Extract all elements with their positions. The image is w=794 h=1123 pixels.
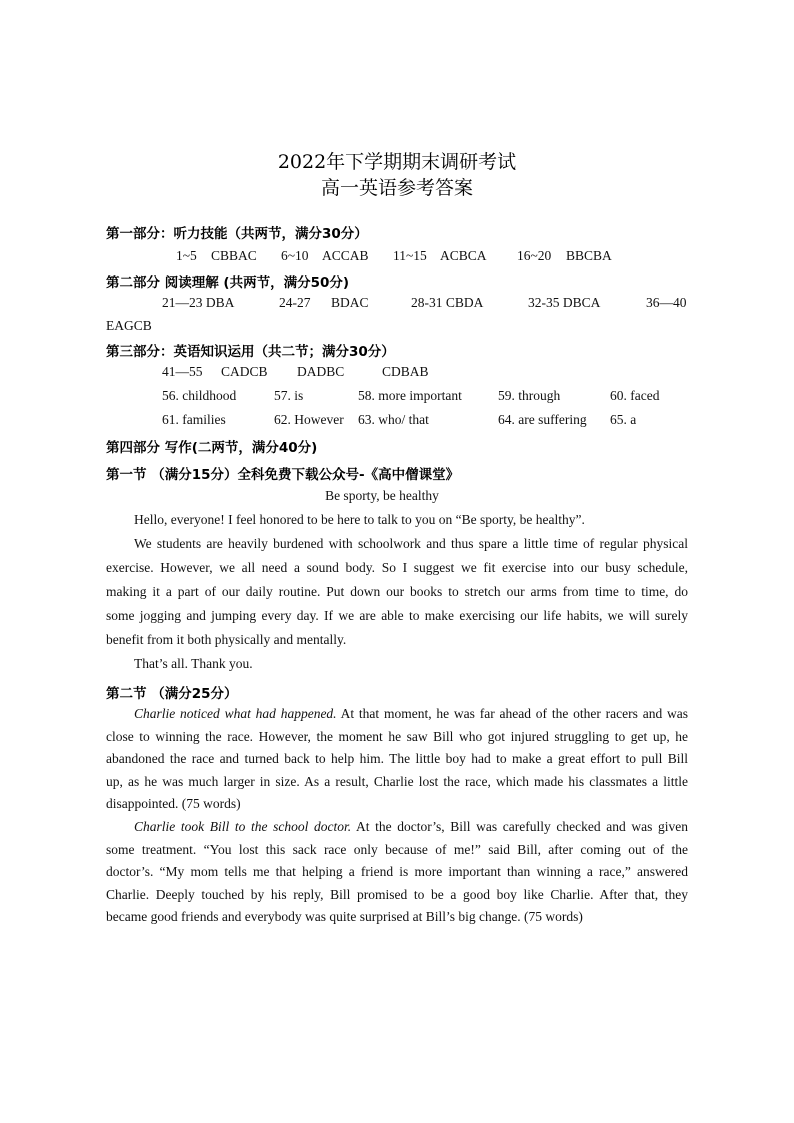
essay-line: Hello, everyone! I feel honored to be here to talk to you on “Be sporty, be healthy”. [134,512,585,527]
fill-answer: 56. childhood [162,388,237,403]
section1-heading: 第一节 （满分15分）全科免费下载公众号-《高中僧课堂》 [106,467,460,483]
part1-heading: 第一部分：听力技能（共两节，满分30分） [106,226,368,242]
story-line: up, as he was much larger in size. As a result, Charlie lost the race, which made his classmates a little [106,773,688,789]
story-paragraph [106,703,688,816]
essay-line: making it a part of our daily routine. Put down our books to stretch our arms from time to time, do [106,584,688,599]
essay-paragraph [106,652,688,676]
story-paragraph [106,816,688,929]
page-subtitle: 高一英语参考答案 [320,177,473,199]
fill-answer: 60. faced [610,388,660,403]
answer-range: 11~15 [393,248,427,263]
story-line: some treatment. “You lost this sack race only because of me!” said Bill, after coming out of the [106,841,688,857]
answer-value: BBCBA [566,248,612,263]
essay-paragraph [106,532,688,652]
story-line: Charlie. Deeply touched by his reply, Bill promised to be a good boy like Charlie. After that, they [106,886,688,902]
story-lead: Charlie noticed what had happened. [134,706,337,721]
section2-heading: 第二节 （满分25分） [106,686,238,702]
fill-answer: 63. who/ that [358,412,429,427]
part3-heading: 第三部分：英语知识运用（共二节；满分30分） [106,344,395,360]
fill-answer: 65. a [610,412,637,427]
essay-line: exercise. However, we all need a sound body. So I suggest we fit exercise into our busy schedule, [106,560,688,575]
essay-line: We students are heavily burdened with schoolwork and thus spare a little time of regular physical [134,536,688,551]
answer-value: CDBAB [382,364,429,379]
part4-heading: 第四部分 写作(二两节，满分40分) [106,440,318,456]
answer-range: 36—40 [646,295,687,310]
fill-answer: 61. families [162,412,226,427]
answer-value: CADCB [221,364,268,379]
part2-heading: 第二部分 阅读理解 (共两节，满分50分) [106,275,350,291]
answer-range: 1~5 [176,248,197,263]
story-line [106,816,688,839]
story-text: At that moment, he was far ahead of the other racers and was [336,706,688,721]
answer-range: 6~10 [281,248,309,263]
fill-answer: 59. through [498,388,561,403]
answer-item: 21—23 DBA [162,295,235,310]
answer-range: 16~20 [517,248,552,263]
story-text: At the doctor’s, Bill was carefully checked and was given [351,819,688,834]
fill-answer: 64. are suffering [498,412,587,427]
fill-answer: 57. is [274,388,304,403]
essay-line: benefit from it both physically and mentally. [106,632,347,647]
answer-value: EAGCB [106,318,152,333]
story-line: disappointed. (75 words) [106,796,241,811]
essay-line: That’s all. Thank you. [134,656,253,671]
answer-value: BDAC [331,295,369,310]
answer-value: ACBCA [440,248,487,263]
answer-item: 28-31 CBDA [411,295,484,310]
fill-answer: 62. However [274,412,344,427]
essay-paragraph [106,508,688,532]
essay-line: some jogging and jumping every day. If we are able to make exercising our life habits, we will surely [106,608,688,623]
answer-value: ACCAB [322,248,369,263]
answer-range: 24-27 [279,295,311,310]
story-line: doctor’s. “My mom tells me that helping a friend is more important than winning a race,” answered [106,864,688,879]
story-lead: Charlie took Bill to the school doctor. [134,819,352,834]
answer-value: CBBAC [211,248,257,263]
answer-value: DADBC [297,364,345,379]
answer-range: 41—55 [162,364,203,379]
answer-item: 32-35 DBCA [528,295,601,310]
story-line: abandoned the race and turned back to help him. The little boy had to make a great effort to pull Bill [106,751,688,766]
essay-title: Be sporty, be healthy [325,488,439,503]
story-line: became good friends and everybody was quite surprised at Bill’s big change. (75 words) [106,909,583,924]
story-line [106,703,688,726]
page-title: 2022年下学期期末调研考试 [277,151,517,173]
story-line: close to winning the race. However, the moment he saw Bill who got injured struggling to get up, he [106,728,688,744]
fill-answer: 58. more important [358,388,462,403]
